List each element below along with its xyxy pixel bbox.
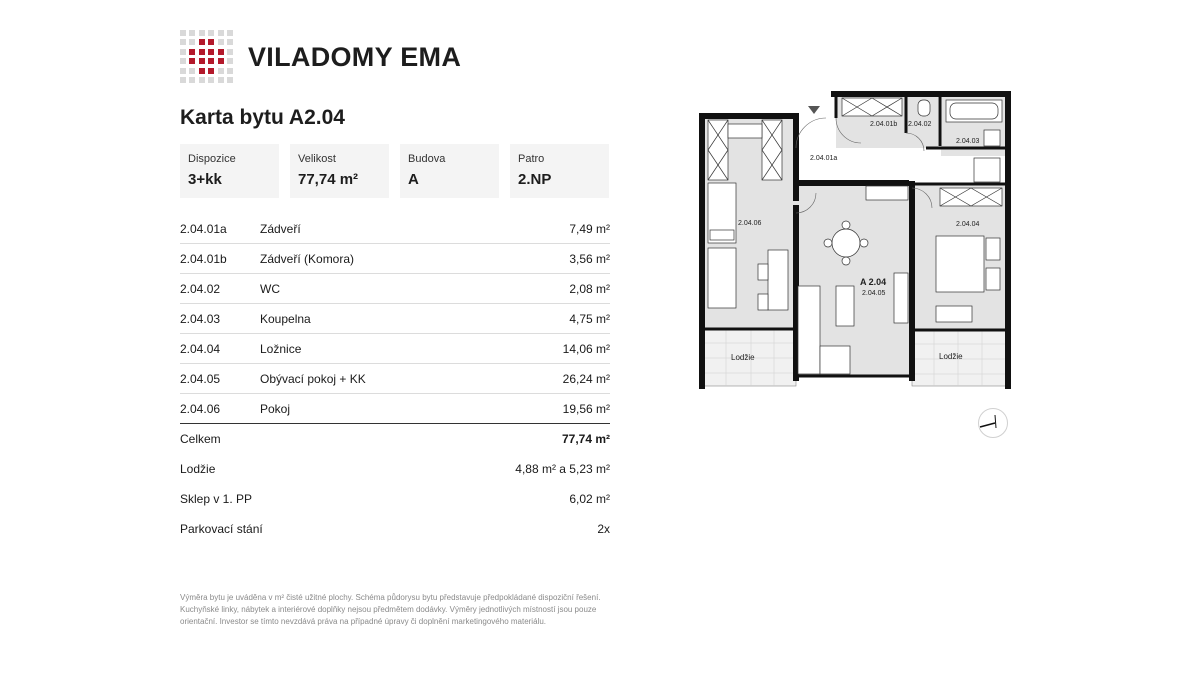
card-value: A [408,171,419,188]
plan-label-2-04-01a: 2.04.01a [810,155,838,162]
table-row [180,304,610,334]
summary-value: 77,74 m² [561,432,610,446]
page-title: Karta bytu A2.04 [180,106,345,129]
room-name: Zádveří [260,221,301,236]
card-value: 2.NP [518,171,552,188]
plan-label-2-04-04: 2.04.04 [956,221,980,228]
table-row [180,274,610,304]
summary-label: Celkem [180,432,221,446]
plan-unit-label: A 2.04 [860,277,887,287]
table-row [180,214,610,244]
summary-row-parking [180,514,610,544]
room-area: 2,08 m² [569,281,610,296]
room-area: 3,56 m² [569,251,610,266]
table-row [180,394,610,424]
plan-label-2-04-01b: 2.04.01b [870,121,898,128]
room-code: 2.04.01b [180,251,227,266]
north-arrow-icon [977,407,1009,439]
plan-label-2-04-02: 2.04.02 [908,121,932,128]
summary-row-total [180,424,610,454]
card-value: 3+kk [188,171,222,188]
room-area: 19,56 m² [562,401,610,416]
summary-row-loggia [180,454,610,484]
room-name: WC [260,281,280,296]
rooms-table [180,214,610,544]
logo-mark-icon [180,30,234,84]
room-name: Ložnice [260,341,302,356]
plan-label-2-04-03: 2.04.03 [956,138,980,145]
summary-label: Sklep v 1. PP [180,492,253,506]
room-name: Zádveří (Komora) [260,251,355,266]
card-label: Patro [518,153,545,165]
room-area: 26,24 m² [562,371,610,386]
room-code: 2.04.02 [180,281,221,296]
room-area: 4,75 m² [569,311,610,326]
room-name: Koupelna [260,311,311,326]
card-label: Budova [408,153,446,165]
card-label: Dispozice [188,153,236,165]
table-row [180,244,610,274]
room-code: 2.04.04 [180,341,221,356]
room-code: 2.04.06 [180,401,221,416]
disclaimer-note: Výměra bytu je uváděna v m² čisté užitné plochy. Schéma půdorysu bytu představuje předpokládané dispoziční řešení. Kuchyňské linky, nábytek a interiérové doplňky nejsou předmětem dodávky. Výměry jednotlivých místností jsou pouze orientační. Investor se tímto nevzdává práva na případné úpravy či doplnění marketingového materiálu. [180,593,601,626]
summary-row-cellar [180,484,610,514]
room-area: 14,06 m² [562,341,610,356]
summary-label: Parkovací stání [180,522,263,536]
summary-value: 6,02 m² [569,492,610,506]
table-row [180,364,610,394]
card-budova [400,144,499,198]
card-value: 77,74 m² [298,171,359,188]
brand-name: VILADOMY EMA [248,41,462,72]
brand-logo [180,30,461,84]
room-code: 2.04.03 [180,311,221,326]
card-patro [510,144,609,198]
card-label: Velikost [298,153,336,165]
plan-loggia-left: Lodžie [731,353,755,362]
card-velikost [290,144,389,198]
plan-label-2-04-05: 2.04.05 [862,290,886,297]
room-area: 7,49 m² [569,221,610,236]
room-name: Obývací pokoj + KK [260,371,366,386]
card-dispozice [180,144,279,198]
summary-label: Lodžie [180,462,216,476]
plan-label-2-04-06: 2.04.06 [738,220,762,227]
summary-value: 4,88 m² a 5,23 m² [515,462,610,476]
room-name: Pokoj [260,401,291,416]
floor-plan [696,88,1014,393]
room-code: 2.04.05 [180,371,221,386]
plan-loggia-right: Lodžie [939,352,963,361]
room-code: 2.04.01a [180,221,227,236]
table-row [180,334,610,364]
summary-table [180,424,610,544]
info-cards [180,144,609,198]
summary-value: 2x [597,522,610,536]
